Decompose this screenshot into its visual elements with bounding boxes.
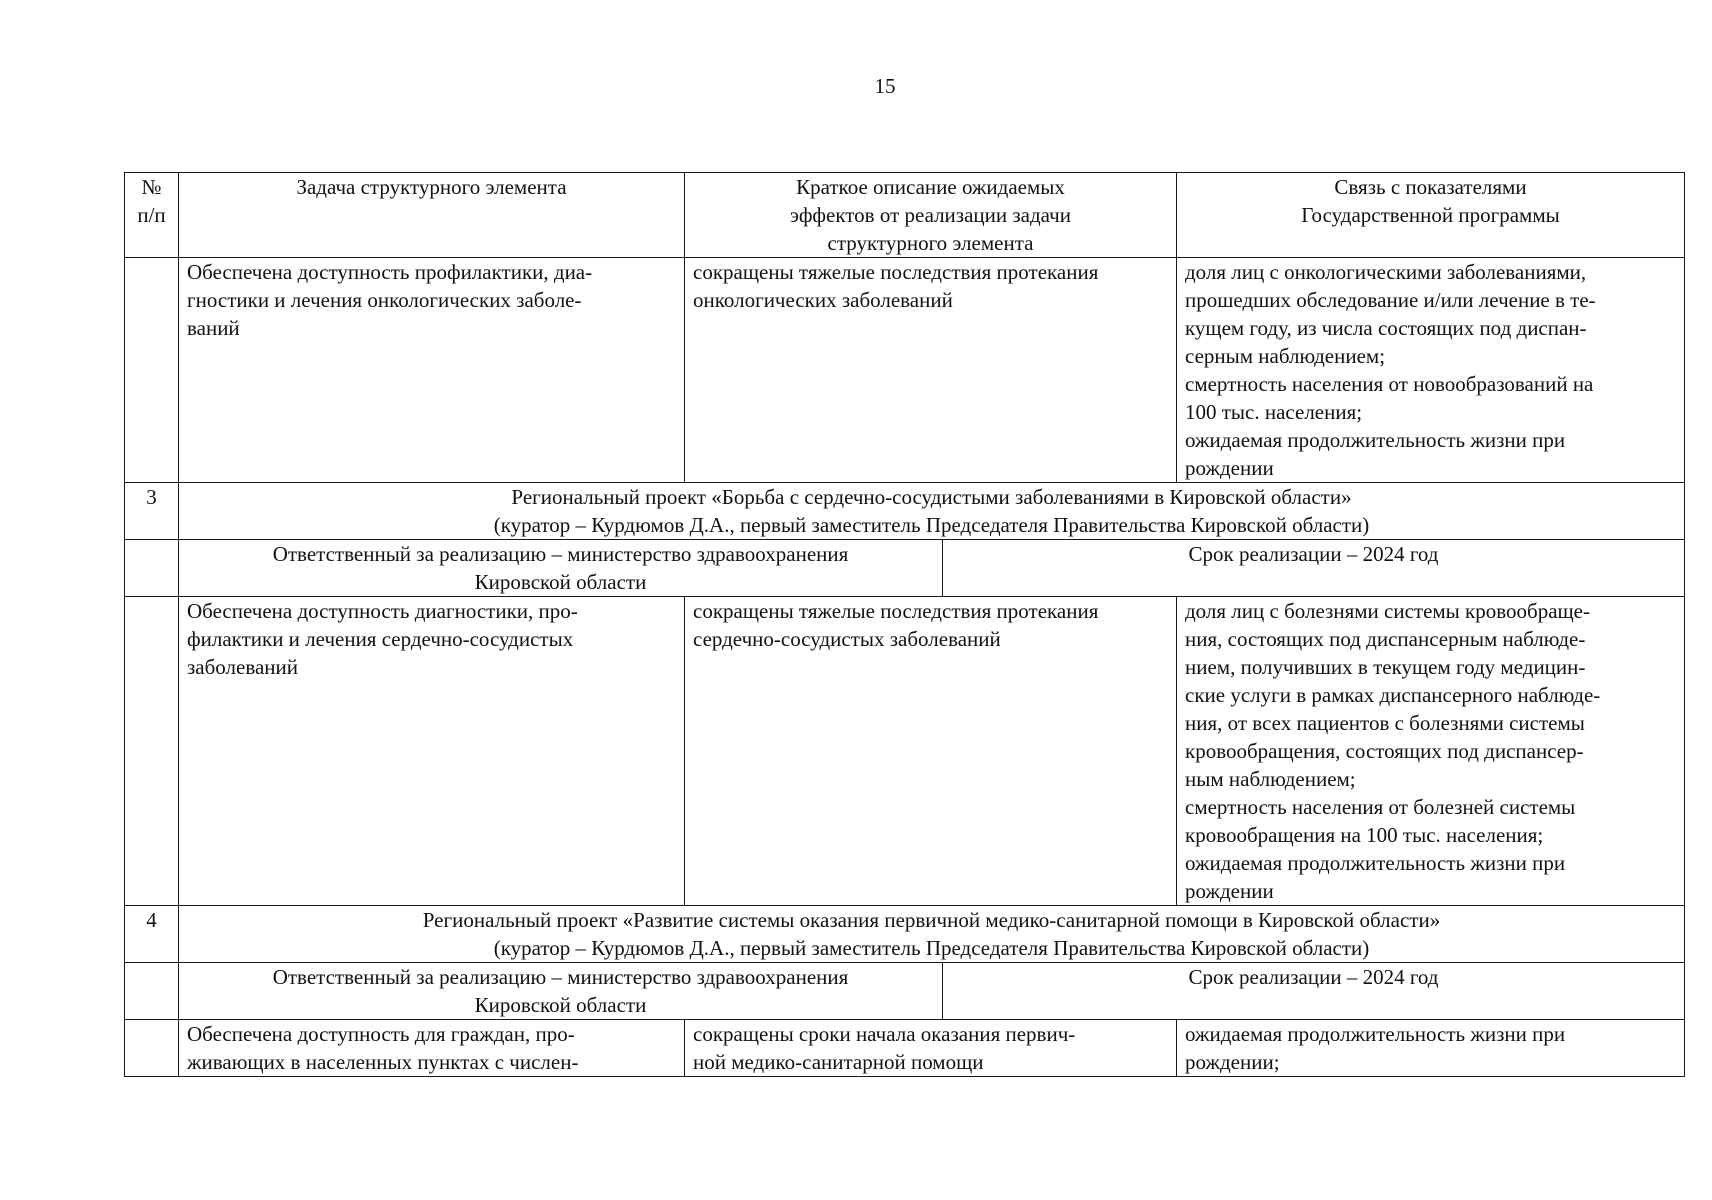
program-table: [124, 172, 1685, 1077]
project-number: 4: [125, 906, 179, 963]
project-title-cell: [179, 483, 1685, 540]
project-4-title-row: [125, 906, 1685, 963]
project-title: Региональный проект «Борьба с сердечно-сосудистыми заболеваниями в Кировской области»: [511, 485, 1352, 509]
project-title-cell: [179, 906, 1685, 963]
table-header-row: [125, 173, 1685, 258]
deadline-cell: Срок реализации – 2024 год: [1188, 965, 1439, 989]
project-4-responsible-row: [125, 963, 1685, 1020]
responsible-cell: Ответственный за реализацию – министерство здравоохранения Кировской области: [179, 540, 943, 596]
row-num: [125, 258, 179, 483]
header-num: № п/п: [125, 173, 179, 258]
task-cell: Обеспечена доступность для граждан, про- живающих в населенных пунктах с числен-: [179, 1020, 685, 1077]
header-task: Задача структурного элемента: [179, 173, 685, 258]
project-3-responsible-row: [125, 540, 1685, 597]
row-num: [125, 1020, 179, 1077]
table-row-oncology: [125, 258, 1685, 483]
header-effects: Краткое описание ожидаемых эффектов от реализации задачи структурного элемента: [685, 173, 1177, 258]
responsible-cell: Ответственный за реализацию – министерство здравоохранения Кировской области: [179, 963, 943, 1019]
project-curator: (куратор – Курдюмов Д.А., первый заместитель Председателя Правительства Кировской области): [493, 513, 1370, 537]
effects-cell: сокращены тяжелые последствия протекания сердечно-сосудистых заболеваний: [685, 597, 1177, 906]
header-link: Связь с показателями Государственной программы: [1177, 173, 1685, 258]
task-cell: Обеспечена доступность профилактики, диа- гностики и лечения онкологических заболе- ваний: [179, 258, 685, 483]
project-title: Региональный проект «Развитие системы оказания первичной медико-санитарной помощи в Кировской области»: [422, 908, 1441, 932]
deadline-cell: Срок реализации – 2024 год: [1188, 542, 1439, 566]
link-cell: ожидаемая продолжительность жизни при рождении;: [1177, 1020, 1685, 1077]
effects-cell: сокращены сроки начала оказания первич- ной медико-санитарной помощи: [685, 1020, 1177, 1077]
project-number: 3: [125, 483, 179, 540]
project-curator: (куратор – Курдюмов Д.А., первый заместитель Председателя Правительства Кировской области): [493, 936, 1370, 960]
effects-cell: сокращены тяжелые последствия протекания онкологических заболеваний: [685, 258, 1177, 483]
link-cell: доля лиц с болезнями системы кровообраще- ния, состоящих под диспансерным наблюде- нием, получивших в текущем году медицин- ские услуги в рамках диспансерного наблюде- ния, от всех пациентов с болезнями системы кровообращения, состоящих под диспансер- ным наблюдением; смертность населения от болезней системы кровообращения на 100 тыс. населения; ожидаемая продолжительность жизни при рождении: [1177, 597, 1685, 906]
task-cell: Обеспечена доступность диагностики, про- филактики и лечения сердечно-сосудистых заболеваний: [179, 597, 685, 906]
table-row-primary-care: [125, 1020, 1685, 1077]
table-row-cardio: [125, 597, 1685, 906]
project-3-title-row: [125, 483, 1685, 540]
page-number: 15: [874, 74, 896, 98]
link-cell: доля лиц с онкологическими заболеваниями, прошедших обследование и/или лечение в те- кущем году, из числа состоящих под диспан- серным наблюдением; смертность населения от новообразований на 100 тыс. населения; ожидаемая продолжительность жизни при рождении: [1177, 258, 1685, 483]
row-num: [125, 597, 179, 906]
